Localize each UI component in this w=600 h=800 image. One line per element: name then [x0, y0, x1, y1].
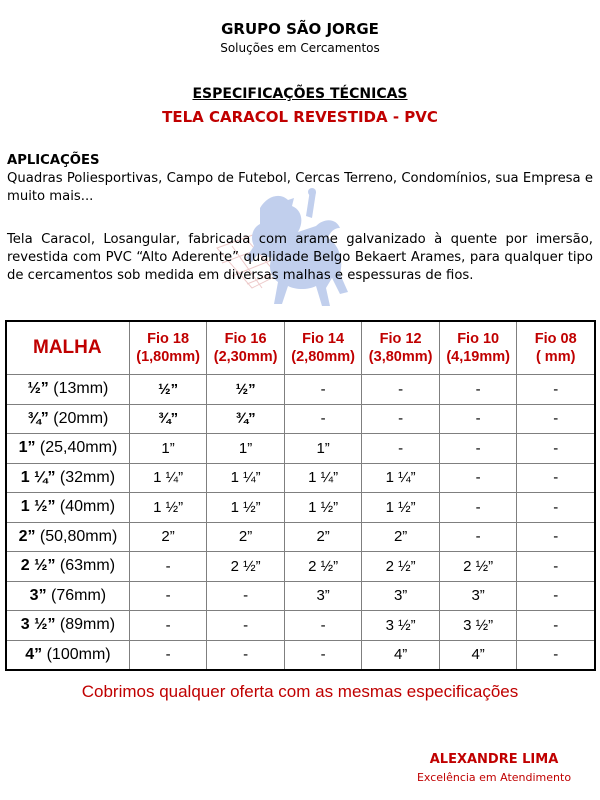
applications-heading: APLICAÇÕES [7, 153, 100, 168]
table-row [7, 404, 595, 434]
gauge-size: (2,80mm) [291, 349, 355, 365]
mesh-mm: (25,40mm) [35, 439, 118, 457]
gauge-size: (3,80mm) [368, 349, 433, 365]
availability-cell: - [207, 640, 285, 670]
company-name: GRUPO SÃO JORGE [221, 20, 379, 38]
availability-cell: - [207, 581, 285, 611]
availability-cell: 3” [439, 581, 517, 611]
availability-cell: 1 ¼” [284, 463, 362, 493]
availability-cell: - [362, 434, 440, 464]
mesh-size-cell [7, 611, 130, 641]
availability-cell: - [439, 522, 517, 552]
company-tagline: Soluções em Cercamentos [220, 41, 380, 55]
availability-cell: 2 ½” [284, 552, 362, 582]
mesh-mm: (50,80mm) [35, 527, 118, 545]
mesh-mm: (32mm) [55, 468, 116, 486]
availability-cell: - [517, 581, 595, 611]
gauge-size: (4,19mm) [446, 349, 510, 365]
availability-cell: - [284, 404, 362, 434]
contact-tagline: Excelência em Atendimento [416, 771, 572, 784]
gauge-header [207, 322, 285, 375]
availability-cell: - [517, 640, 595, 670]
availability-cell: 1 ¼” [129, 463, 207, 493]
mesh-mm: (89mm) [55, 616, 116, 634]
availability-cell: - [517, 611, 595, 641]
mesh-inch: 3” [29, 586, 47, 604]
product-title: TELA CARACOL REVESTIDA - PVC [162, 108, 438, 126]
availability-cell: - [284, 611, 362, 641]
mesh-size-cell [7, 640, 130, 670]
availability-cell: - [517, 463, 595, 493]
availability-cell: 1 ¼” [207, 463, 285, 493]
gauge-size: (1,80mm) [136, 349, 200, 365]
mesh-mm: (20mm) [48, 409, 109, 427]
mesh-inch: 4” [25, 645, 43, 663]
availability-cell: ½” [129, 375, 207, 405]
table-row [7, 552, 595, 582]
mesh-inch: 2 ½” [20, 557, 56, 575]
mesh-column-header: MALHA [7, 322, 130, 375]
availability-cell: 1” [284, 434, 362, 464]
table-row [7, 463, 595, 493]
table-header-row [7, 322, 595, 375]
mesh-inch: 2” [18, 527, 36, 545]
gauge-name: Fio 10 [457, 331, 500, 347]
mesh-size-cell [7, 404, 130, 434]
availability-cell: ½” [207, 375, 285, 405]
mesh-inch: 1 ¼” [20, 468, 56, 486]
availability-cell: - [439, 463, 517, 493]
availability-cell: 2 ½” [207, 552, 285, 582]
gauge-size: (2,30mm) [213, 349, 278, 365]
availability-cell: - [517, 434, 595, 464]
availability-cell: ¾” [207, 404, 285, 434]
availability-cell: 3 ½” [362, 611, 440, 641]
gauge-name: Fio 08 [534, 331, 577, 347]
availability-cell: 1” [207, 434, 285, 464]
availability-cell: - [129, 640, 207, 670]
offer-text: Cobrimos qualquer oferta com as mesmas especificações [81, 682, 519, 701]
mesh-size-cell [7, 493, 130, 523]
gauge-header [517, 322, 595, 375]
availability-cell: - [207, 611, 285, 641]
mesh-mm: (13mm) [48, 380, 109, 398]
product-description: Tela Caracol, Losangular, fabricada com arame galvanizado à quente por imersão, revestida com PVC “Alto Aderente” qualidade Belgo Bekaert Arames, para qualquer tipo de cercamentos sob medida em diversas malhas e espessuras de fios. [7, 232, 593, 283]
gauge-header [129, 322, 207, 375]
gauge-header [439, 322, 517, 375]
mesh-size-cell [7, 375, 130, 405]
mesh-mm: (40mm) [55, 498, 116, 516]
table-row [7, 493, 595, 523]
spec-table [6, 321, 595, 670]
contact-name: ALEXANDRE LIMA [429, 752, 559, 767]
mesh-mm: (100mm) [42, 645, 111, 663]
availability-cell: 2” [207, 522, 285, 552]
availability-cell: 1 ¼” [362, 463, 440, 493]
availability-cell: - [517, 493, 595, 523]
spec-title: ESPECIFICAÇÕES TÉCNICAS [192, 86, 408, 102]
gauge-size: ( mm) [535, 349, 576, 365]
mesh-inch: ¾” [27, 409, 49, 427]
mesh-inch: ½” [27, 380, 49, 398]
availability-cell: - [362, 404, 440, 434]
availability-cell: - [517, 552, 595, 582]
availability-cell: 2 ½” [439, 552, 517, 582]
applications-text: Quadras Poliesportivas, Campo de Futebol, Cercas Terreno, Condomínios, sua Empresa e muito mais... [7, 171, 593, 204]
availability-cell: - [439, 434, 517, 464]
availability-cell: 2” [284, 522, 362, 552]
table-row [7, 375, 595, 405]
table-row [7, 434, 595, 464]
availability-cell: - [129, 552, 207, 582]
mesh-size-cell [7, 434, 130, 464]
availability-cell: 1 ½” [207, 493, 285, 523]
gauge-header [284, 322, 362, 375]
mesh-size-cell [7, 581, 130, 611]
mesh-inch: 1” [18, 439, 36, 457]
availability-cell: 2” [129, 522, 207, 552]
mesh-size-cell [7, 522, 130, 552]
gauge-name: Fio 18 [147, 331, 190, 347]
availability-cell: - [439, 493, 517, 523]
availability-cell: 3” [362, 581, 440, 611]
availability-cell: - [362, 375, 440, 405]
availability-cell: 2” [362, 522, 440, 552]
table-row [7, 522, 595, 552]
applications-section [7, 152, 593, 206]
mesh-size-cell [7, 463, 130, 493]
mesh-mm: (63mm) [55, 557, 116, 575]
gauge-name: Fio 16 [224, 331, 267, 347]
availability-cell: - [439, 404, 517, 434]
availability-cell: 2 ½” [362, 552, 440, 582]
availability-cell: 1 ½” [129, 493, 207, 523]
table-row [7, 640, 595, 670]
availability-cell: - [517, 522, 595, 552]
availability-cell: - [284, 375, 362, 405]
availability-cell: - [129, 611, 207, 641]
availability-cell: 1” [129, 434, 207, 464]
availability-cell: - [284, 640, 362, 670]
gauge-header [362, 322, 440, 375]
table-row [7, 581, 595, 611]
gauge-name: Fio 12 [379, 331, 422, 347]
table-row [7, 611, 595, 641]
availability-cell: ¾” [129, 404, 207, 434]
availability-cell: 4” [439, 640, 517, 670]
availability-cell: - [439, 375, 517, 405]
mesh-inch: 1 ½” [20, 498, 56, 516]
availability-cell: - [517, 404, 595, 434]
mesh-inch: 3 ½” [20, 616, 56, 634]
mesh-mm: (76mm) [46, 586, 107, 604]
availability-cell: 3 ½” [439, 611, 517, 641]
availability-cell: - [517, 375, 595, 405]
availability-cell: 1 ½” [362, 493, 440, 523]
gauge-name: Fio 14 [302, 331, 345, 347]
availability-cell: - [129, 581, 207, 611]
mesh-size-cell [7, 552, 130, 582]
availability-cell: 4” [362, 640, 440, 670]
availability-cell: 3” [284, 581, 362, 611]
availability-cell: 1 ½” [284, 493, 362, 523]
